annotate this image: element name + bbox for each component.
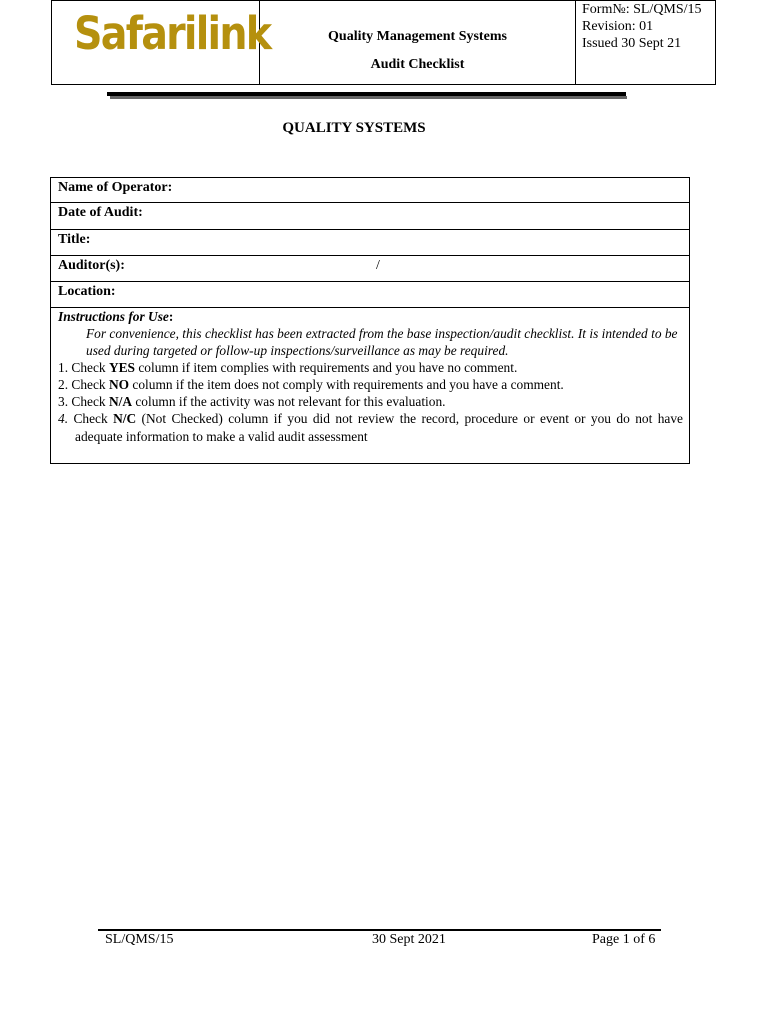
title-label: Title: — [58, 232, 91, 247]
footer-date: 30 Sept 2021 — [372, 932, 446, 947]
form-number: Form№: SL/QMS/15 — [582, 2, 702, 17]
audit-form-table — [50, 177, 690, 464]
instruction-item: 3. Check N/A column if the activity was not relevant for this evaluation. — [58, 394, 446, 409]
operator-row[interactable] — [51, 178, 689, 203]
auditors-row[interactable] — [51, 256, 689, 282]
location-label: Location: — [58, 284, 116, 299]
operator-label: Name of Operator: — [58, 180, 173, 195]
header-meta-cell — [576, 1, 715, 84]
header-title: Quality Management Systems — [328, 29, 507, 44]
audit-date-row[interactable] — [51, 203, 689, 230]
header-title-cell — [260, 1, 576, 84]
header-subtitle: Audit Checklist — [370, 57, 465, 72]
instruction-item: 2. Check NO column if the item does not comply with requirements and you have a comment. — [58, 377, 564, 392]
logo-cell — [52, 1, 271, 84]
instruction-item: 4. Check N/C (Not Checked) column if you did not review the record, procedure or event or you do not have — [58, 411, 683, 426]
instructions-note: For convenience, this checklist has been extracted from the base inspection/audit checklist. It is intended to be used during targeted or follow-up inspections/surveillance as may be required. — [86, 326, 678, 359]
auditors-label: Auditor(s): — [58, 258, 125, 273]
document-header — [51, 0, 716, 85]
instruction-item: 1. Check YES column if item complies with requirements and you have no comment. — [58, 360, 518, 375]
audit-date-label: Date of Audit: — [58, 205, 143, 220]
title-row[interactable] — [51, 230, 689, 256]
instructions-heading: Instructions for Use: — [58, 309, 174, 324]
issue-date: Issued 30 Sept 21 — [582, 36, 682, 51]
header-divider-shadow — [110, 96, 627, 99]
auditors-separator: / — [376, 258, 380, 273]
instruction-item-continued: adequate information to make a valid audit assessment — [75, 429, 368, 444]
safarilink-logo: Safarilink — [74, 7, 271, 60]
footer-doc-code: SL/QMS/15 — [105, 932, 174, 947]
section-title: QUALITY SYSTEMS — [282, 120, 426, 136]
footer-page-number: Page 1 of 6 — [592, 932, 656, 947]
instructions-cell — [51, 308, 689, 463]
footer-divider-2 — [98, 930, 661, 931]
location-row[interactable] — [51, 282, 689, 308]
revision: Revision: 01 — [582, 19, 654, 34]
